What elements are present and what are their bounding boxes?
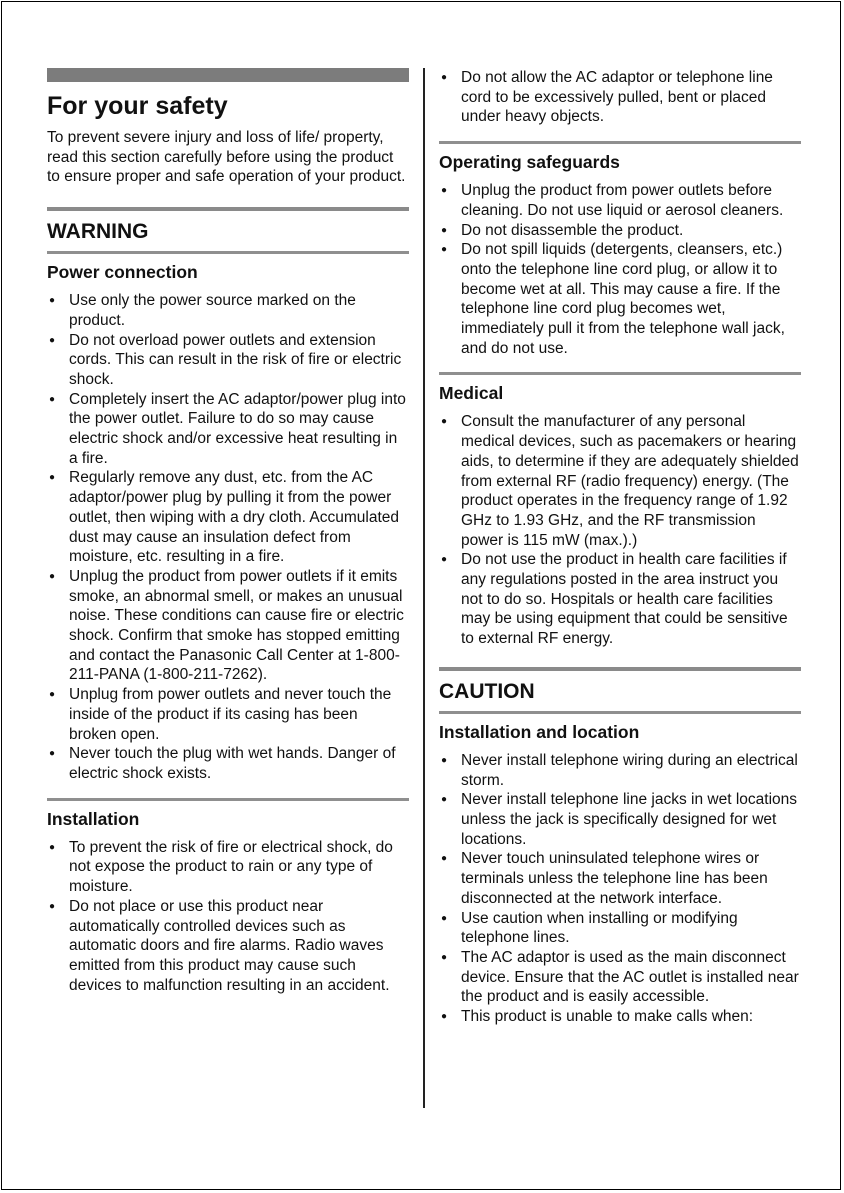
installation-location-heading: Installation and location (439, 721, 640, 742)
list-item: ● Completely insert the AC adaptor/power plug into the power outlet. Failure to do so may cause electric shock and/or excessive heat resulting in a fire. (47, 390, 409, 469)
list-item: ● Do not use the product in health care facilities if any regulations posted in the area instruct you not to do so. Hospitals or health care facilities may be using equipment that could be sensitive to external RF energy. (439, 550, 801, 649)
installation-heading: Installation (47, 808, 140, 829)
list-item: ● Use only the power source marked on the product. (47, 291, 409, 330)
warning-rule (47, 207, 409, 211)
list-item: ● The AC adaptor is used as the main disconnect device. Ensure that the AC outlet is installed near the product and is easily accessible. (439, 948, 801, 1007)
operating-rule (439, 141, 801, 144)
medical-rule (439, 372, 801, 375)
list-item: ● Do not spill liquids (detergents, cleansers, etc.) onto the telephone line cord plug, or allow it to become wet at all. This may cause a fire. If the telephone line cord plug becomes wet, immediately pull it from the telephone wall jack, and do not use. (439, 240, 801, 358)
caution-rule (439, 667, 801, 671)
list-item: ● Use caution when installing or modifying telephone lines. (439, 909, 801, 948)
left-column (47, 68, 409, 995)
operating-safeguards-list (439, 181, 801, 358)
right-column (439, 68, 801, 1027)
power-connection-heading: Power connection (47, 262, 198, 283)
installation-list (47, 838, 409, 996)
list-item: ● Never install telephone wiring during an electrical storm. (439, 751, 801, 790)
warning-heading: WARNING (47, 220, 149, 244)
installation-location-list (439, 751, 801, 1027)
list-item: ● To prevent the risk of fire or electrical shock, do not expose the product to rain or any type of moisture. (47, 838, 409, 897)
list-item: ● Do not allow the AC adaptor or telephone line cord to be excessively pulled, bent or placed under heavy objects. (439, 68, 801, 127)
operating-safeguards-heading: Operating safeguards (439, 152, 620, 173)
list-item: ● Unplug from power outlets and never touch the inside of the product if its casing has been broken open. (47, 685, 409, 744)
document-page (1, 1, 841, 1190)
list-item: ● Never touch uninsulated telephone wires or terminals unless the telephone line has been disconnected at the network interface. (439, 849, 801, 908)
install-location-rule (439, 711, 801, 714)
title-bar (47, 68, 409, 82)
power-connection-list (47, 291, 409, 784)
intro-paragraph: To prevent severe injury and loss of life/ property, read this section carefully before using the product to ensure proper and safe operation of your product. (47, 129, 406, 186)
list-item: ● Never touch the plug with wet hands. Danger of electric shock exists. (47, 744, 409, 783)
list-item: ● Never install telephone line jacks in wet locations unless the jack is specifically designed for wet locations. (439, 790, 801, 849)
list-item: ● Unplug the product from power outlets before cleaning. Do not use liquid or aerosol cleaners. (439, 181, 801, 220)
installation-rule (47, 798, 409, 801)
column-divider (423, 68, 425, 1108)
medical-list (439, 412, 801, 648)
list-item: ● This product is unable to make calls when: (439, 1007, 801, 1027)
list-item: ● Do not place or use this product near automatically controlled devices such as automatic doors and fire alarms. Radio waves emitted from this product may cause such devices to malfunction resulting in an accident. (47, 897, 409, 996)
list-item: ● Consult the manufacturer of any personal medical devices, such as pacemakers or hearing aids, to determine if they are adequately shielded from external RF (radio frequency) energy. (The product operates in the frequency range of 1.92 GHz to 1.93 GHz, and the RF transmission power is 115 mW (max.).) (439, 412, 801, 550)
list-item: ● Regularly remove any dust, etc. from the AC adaptor/power plug by pulling it from the power outlet, then wiping with a dry cloth. Accumulated dust may cause an insulation defect from moisture, etc. resulting in a fire. (47, 468, 409, 567)
list-item: ● Unplug the product from power outlets if it emits smoke, an abnormal smell, or makes an unusual noise. These conditions can cause fire or electric shock. Confirm that smoke has stopped emitting and contact the Panasonic Call Center at 1-800-211-PANA (1-800-211-7262). (47, 567, 409, 685)
continued-list (439, 68, 801, 127)
power-rule (47, 251, 409, 254)
medical-heading: Medical (439, 383, 504, 404)
caution-heading: CAUTION (439, 679, 535, 703)
page-title: For your safety (47, 92, 228, 120)
list-item: ● Do not disassemble the product. (439, 221, 801, 241)
list-item: ● Do not overload power outlets and extension cords. This can result in the risk of fire or electric shock. (47, 331, 409, 390)
